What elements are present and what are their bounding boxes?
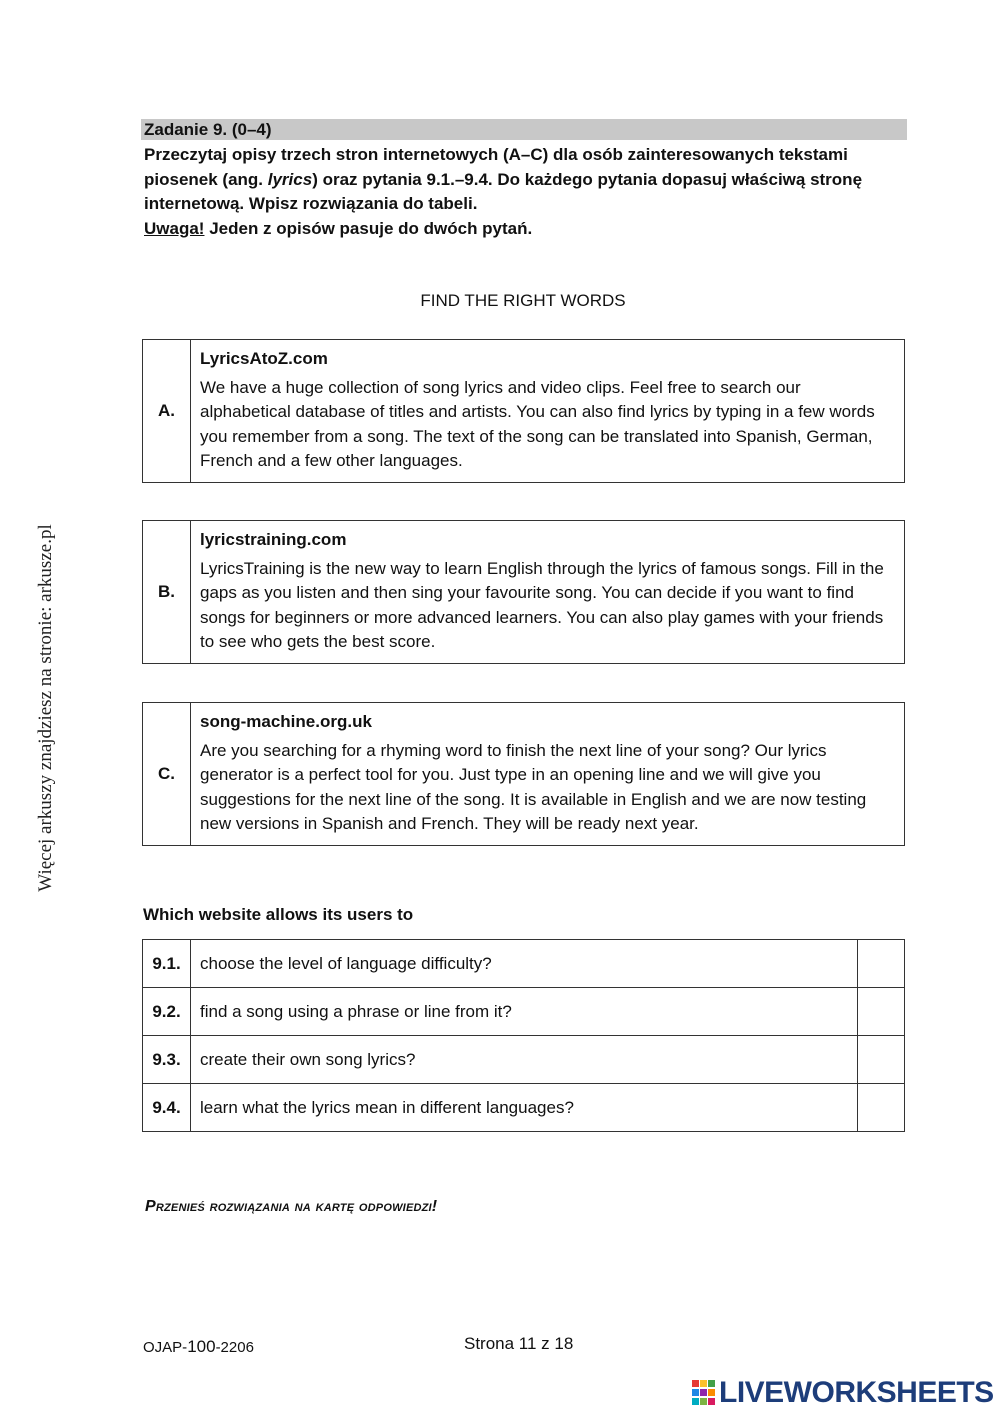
answer-cell[interactable] [858,1084,905,1132]
side-note: Więcej arkuszy znajdziesz na stronie: arkusze.pl [35,524,56,892]
question-text: create their own song lyrics? [191,1036,858,1084]
task-instructions [144,143,904,241]
question-number: 9.2. [143,988,191,1036]
questions-table [142,939,905,1132]
liveworksheets-logo [692,1376,994,1410]
website-box-b [142,520,905,664]
answer-cell[interactable] [858,1036,905,1084]
page-number: Strona 11 z 18 [464,1334,574,1353]
question-number: 9.3. [143,1036,191,1084]
liveworksheets-logo-icon [692,1380,716,1406]
instruction-text [144,143,904,217]
website-box-c [142,702,905,846]
website-description: We have a huge collection of song lyrics and video clips. Feel free to search our alphabetical database of titles and artists. You can also find lyrics by typing in a few words you remember from a song. The text of the song can be translated into Spanish, German, French and a few other languages. [200,377,875,470]
website-description: Are you searching for a rhyming word to finish the next line of your song? Our lyrics generator is a perfect tool for you. Just type in an opening line and we will give you suggestions for the next line of the song. It is available in English and we are now testing new versions in Spanish and French. They will be ready next year. [200,740,867,833]
questions-lead: Which website allows its users to [143,905,414,924]
website-letter: C. [143,703,191,846]
website-name: lyricstraining.com [200,530,347,549]
exam-code [143,1337,254,1357]
instruction-part-2: ) oraz pytania 9.1.–9.4. Do każdego pytania dopasuj właściwą stronę internetową. Wpisz rozwiązania do tabeli. [144,169,863,213]
question-row [143,1084,905,1132]
website-box-a [142,339,905,483]
liveworksheets-logo-text: LIVEWORKSHEETS [719,1376,994,1409]
note-label: Uwaga! [144,218,205,238]
website-letter: B. [143,521,191,664]
note-text: Jeden z opisów pasuje do dwóch pytań. [204,218,533,238]
question-text: learn what the lyrics mean in different languages? [191,1084,858,1132]
exam-code-suffix: -2206 [215,1339,254,1356]
answer-cell[interactable] [858,988,905,1036]
website-name: LyricsAtoZ.com [200,349,328,368]
text-title: FIND THE RIGHT WORDS [420,291,626,310]
website-body [191,521,905,664]
task-header: Zadanie 9. (0–4) [141,119,907,140]
question-text: find a song using a phrase or line from it? [191,988,858,1036]
instruction-italic: lyrics [267,169,313,189]
instruction-note [144,217,904,242]
website-body [191,340,905,483]
question-text: choose the level of language difficulty? [191,940,858,988]
question-row [143,988,905,1036]
question-row [143,1036,905,1084]
exam-code-number: 100 [187,1337,216,1356]
exam-code-prefix: OJAP- [143,1339,188,1356]
website-body [191,703,905,846]
transfer-note: Przenieś rozwiązania na kartę odpowiedzi! [145,1198,438,1215]
website-letter: A. [143,340,191,483]
answer-cell[interactable] [858,940,905,988]
question-number: 9.4. [143,1084,191,1132]
website-name: song-machine.org.uk [200,712,372,731]
instruction-part-1: Przeczytaj opisy trzech stron internetowych (A–C) dla osób zainteresowanych tekstami piosenek (ang. [144,145,848,189]
website-description: LyricsTraining is the new way to learn English through the lyrics of famous songs. Fill in the gaps as you listen and then sing your favourite song. You can decide if you want to find songs for beginners or more advanced learners. You can also play games with your friends to see who gets the best score. [200,558,884,651]
question-row [143,940,905,988]
question-number: 9.1. [143,940,191,988]
